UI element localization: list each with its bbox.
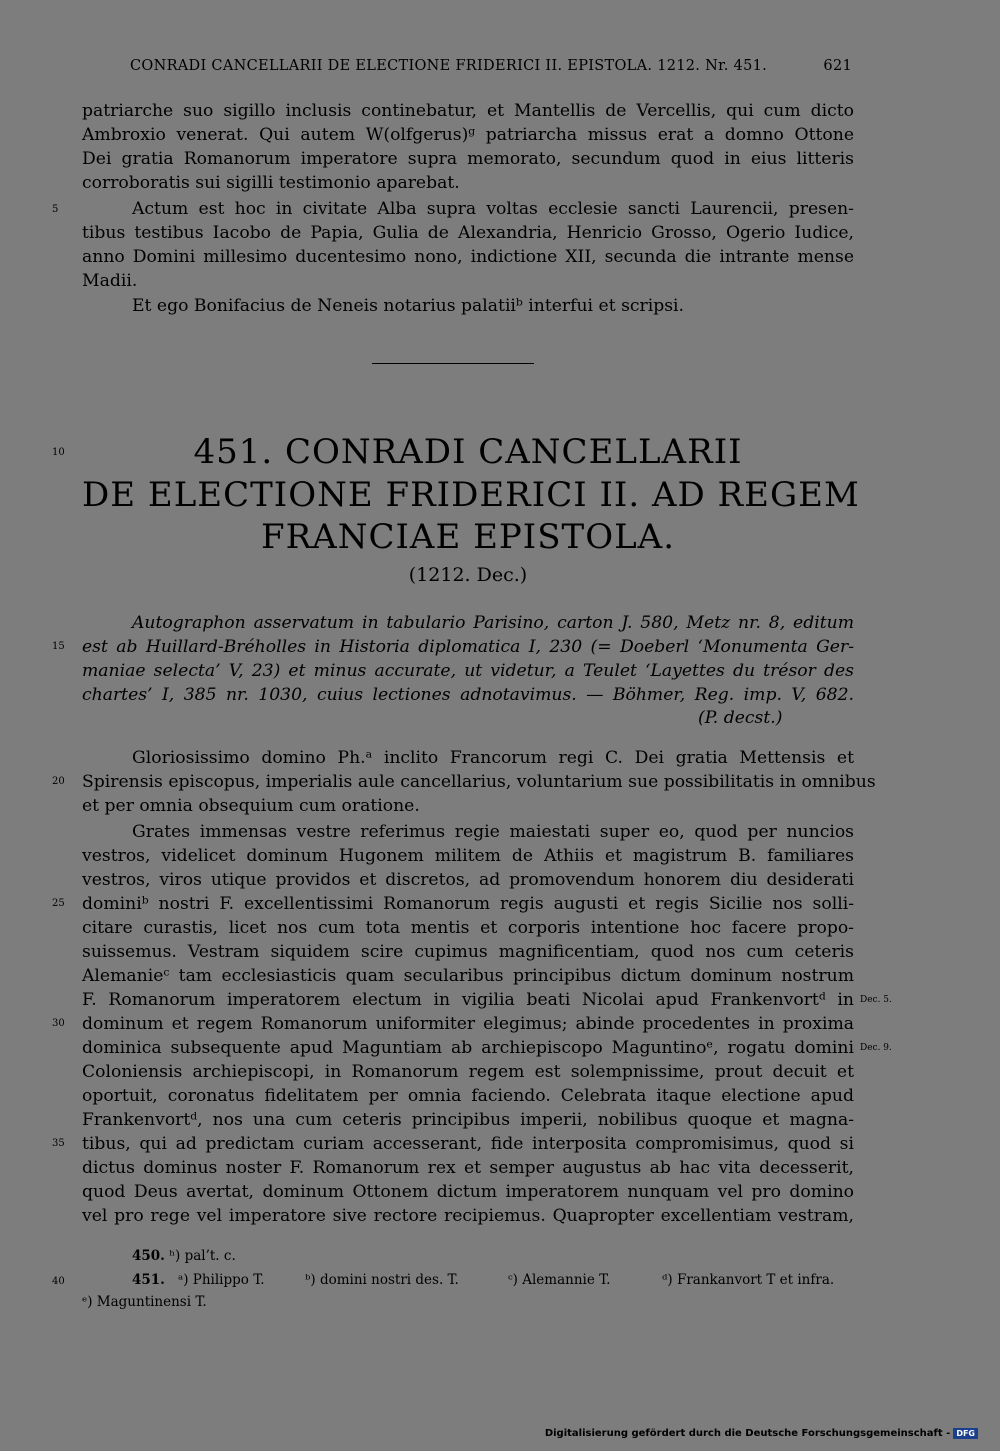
footnote-451-d: ᵈ) Frankanvort T et infra. <box>662 1272 835 1288</box>
footnote-text: ʰ) pal’t. c. <box>169 1248 236 1264</box>
source-line: est ab Huillard-Bréholles in Historia diplomatica I, 230 (= Doeberl ‘Monumenta Ger- <box>82 637 854 657</box>
source-line: maniae selecta’ V, 23) et minus accurate, ut videtur, a Teulet ‘Layettes du trésor des <box>82 661 854 681</box>
footnote-label: 451. <box>132 1272 165 1288</box>
source-line: Autographon asservatum in tabulario Parisino, carton J. 580, Metz nr. 8, editum <box>132 613 854 633</box>
body-line: citare curastis, licet nos cum tota mentis et corporis intentione hoc facere propo- <box>82 918 854 938</box>
body-line: dominiᵇ nostri F. excellentissimi Romanorum regis augusti et regis Sicilie nos solli- <box>82 894 854 914</box>
line-number: 5 <box>52 204 59 215</box>
editor-mark: (P. decst.) <box>698 708 783 728</box>
footnote-451-b: ᵇ) domini nostri des. T. <box>305 1272 459 1288</box>
text-line: Actum est hoc in civitate Alba supra voltas ecclesie sancti Laurencii, presen- <box>132 199 854 219</box>
body-line: et per omnia obsequium cum oratione. <box>82 796 420 816</box>
text-line: Et ego Bonifacius de Neneis notarius palatiiᵇ interfui et scripsi. <box>132 296 685 316</box>
text-line: tibus testibus Iacobo de Papia, Gulia de Alexandria, Henricio Grosso, Ogerio Iudice, <box>82 223 854 243</box>
document-date: (1212. Dec.) <box>408 564 528 586</box>
margin-date-note: Dec. 5. <box>860 995 892 1005</box>
body-line: tibus, qui ad predictam curiam accesserant, fide interposita compromisimus, quod si <box>82 1134 854 1154</box>
line-number: 35 <box>52 1138 65 1149</box>
footnote-label: 450. <box>132 1248 165 1264</box>
section-separator <box>372 363 534 364</box>
footnote-450 <box>132 1248 236 1264</box>
line-number: 30 <box>52 1018 65 1029</box>
document-title-line: DE ELECTIONE FRIDERICI II. AD REGEM <box>82 475 860 515</box>
body-line: dictus dominus noster F. Romanorum rex et semper augustus ab hac vita decesserit, <box>82 1158 854 1178</box>
body-line: Coloniensis archiepiscopi, in Romanorum regem est solempnissime, prout decuit et <box>82 1062 854 1082</box>
document-title-line: 451. CONRADI CANCELLARII <box>193 432 743 472</box>
document-title-line: FRANCIAE EPISTOLA. <box>260 517 676 557</box>
body-line: vestros, videlicet dominum Hugonem militem de Athiis et magistrum B. familiares <box>82 846 854 866</box>
source-line: chartes’ I, 385 nr. 1030, cuius lectiones adnotavimus. — Böhmer, Reg. imp. V, 682. <box>82 685 854 705</box>
body-line: Grates immensas vestre referimus regie maiestati super eo, quod per nuncios <box>132 822 854 842</box>
line-number: 20 <box>52 776 65 787</box>
text-line: patriarche suo sigillo inclusis continebatur, et Mantellis de Vercellis, qui cum dicto <box>82 101 854 121</box>
running-head-title: CONRADI CANCELLARII DE ELECTIONE FRIDERICI II. EPISTOLA. 1212. Nr. 451. <box>130 58 768 74</box>
dfg-logo-icon: DFG <box>953 1428 978 1439</box>
funding-credit <box>545 1428 978 1439</box>
text-line: Dei gratia Romanorum imperatore supra memorato, secundum quod in eius litteris <box>82 149 854 169</box>
text-line: corroboratis sui sigilli testimonio aparebat. <box>82 173 460 193</box>
line-number: 10 <box>52 447 65 458</box>
line-number: 15 <box>52 641 65 652</box>
running-head <box>130 58 852 74</box>
body-line: Spirensis episcopus, imperialis aule cancellarius, voluntarium sue possibilitatis in omnibus <box>82 772 876 792</box>
footnote-451-label <box>132 1272 165 1288</box>
body-line: vestros, viros utique providos et discretos, ad promovendum honorem diu desiderati <box>82 870 854 890</box>
text-line: Ambroxio venerat. Qui autem W(olfgerus)ᵍ patriarcha missus erat a domno Ottone <box>82 125 854 145</box>
body-line: quod Deus avertat, dominum Ottonem dictum imperatorem nunquam vel pro domino <box>82 1182 854 1202</box>
body-line: Alemanieᶜ tam ecclesiasticis quam secularibus principibus dictum dominum nostrum <box>82 966 854 986</box>
body-line: vel pro rege vel imperatore sive rectore recipiemus. Quapropter excellentiam vestram, <box>82 1206 854 1226</box>
footnote-451-e: ᵉ) Maguntinensi T. <box>82 1294 207 1310</box>
body-line: Gloriosissimo domino Ph.ᵃ inclito Francorum regi C. Dei gratia Mettensis et <box>132 748 854 768</box>
funding-credit-text: Digitalisierung gefördert durch die Deutsche Forschungsgemeinschaft - <box>544 1428 951 1439</box>
text-line: anno Domini millesimo ducentesimo nono, indictione XII, secunda die intrante mense <box>82 247 854 267</box>
text-line: Madii. <box>82 271 138 291</box>
line-number: 25 <box>52 898 65 909</box>
footnote-451-c: ᶜ) Alemannie T. <box>508 1272 611 1288</box>
body-line: Frankenvortᵈ, nos una cum ceteris principibus imperii, nobilibus quoque et magna- <box>82 1110 854 1130</box>
body-line: oportuit, coronatus fidelitatem per omnia faciendo. Celebrata itaque electione apud <box>82 1086 854 1106</box>
body-line: F. Romanorum imperatorem electum in vigilia beati Nicolai apud Frankenvortᵈ in <box>82 990 854 1010</box>
footnote-451-a: ᵃ) Philippo T. <box>178 1272 265 1288</box>
line-number: 40 <box>52 1276 65 1287</box>
margin-date-note: Dec. 9. <box>860 1043 892 1053</box>
body-line: suissemus. Vestram siquidem scire cupimus magnificentiam, quod nos cum ceteris <box>82 942 854 962</box>
body-line: dominum et regem Romanorum uniformiter elegimus; abinde procedentes in proxima <box>82 1014 854 1034</box>
page-number: 621 <box>823 58 852 74</box>
body-line: dominica subsequente apud Maguntiam ab archiepiscopo Maguntinoᵉ, rogatu domini <box>82 1038 854 1058</box>
